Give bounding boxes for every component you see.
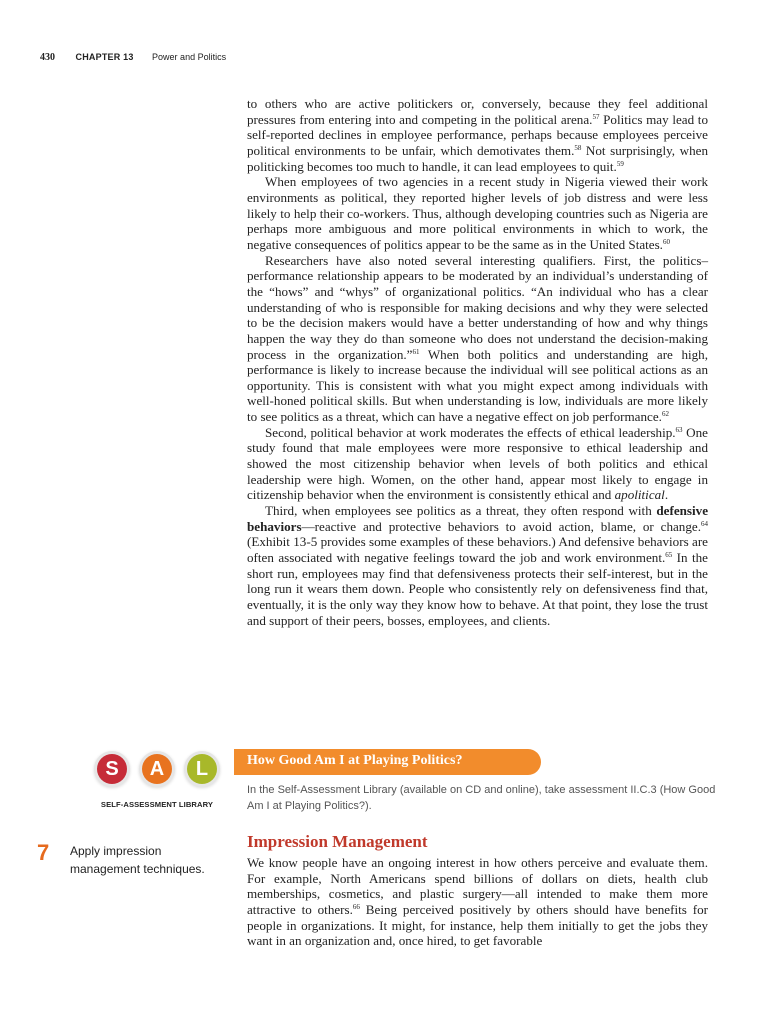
footnote-ref: 58 [574, 143, 582, 152]
text-run: Being perceived positively by others should have benefits for people in organizations. It might, for instance, help them initially to get the jobs they want in an organization and, once hired, to get favorable [247, 901, 708, 949]
text-run: . [664, 487, 669, 503]
text-run: When employees of two agencies in a recent study in Nigeria viewed their work environments as political, they reported higher levels of job distress and were less likely to help their co-workers. Thus, although developing countries such as Nigeria are perhaps more ambiguous and more political environments in which to work, the negative consequences of politics appear to be the same as in the United States. [247, 174, 708, 252]
chapter-label: CHAPTER 13 [75, 52, 134, 62]
text-run: Researchers have also noted several interesting qualifiers. First, the politics–performance relationship appears to be moderated by an individual’s understanding of the “hows” and “whys” of organizational politics. “An individual who has a clear understanding of who is responsible for making decisions and why they were selected to be the decision makers would have a better understanding of how and why things happen the way they do than someone who does not understand the decision-making process in the organization.” [247, 252, 708, 362]
key-term: defensive behaviors [247, 503, 708, 534]
text-run: to others who are active politickers or, conversely, because they feel additional pressures from entering into and competing in the political arena. [247, 96, 708, 127]
footnote-ref: 66 [352, 902, 360, 911]
footnote-ref: 64 [701, 519, 708, 528]
sal-letter-l: L [187, 754, 217, 784]
footnote-ref: 65 [665, 551, 673, 560]
footnote-ref: 59 [616, 159, 624, 168]
chapter-title: Power and Politics [152, 52, 227, 62]
sal-letter-a: A [142, 754, 172, 784]
footnote-ref: 57 [592, 112, 600, 121]
paragraph [247, 174, 708, 252]
section-text-column [247, 855, 708, 949]
paragraph [247, 503, 708, 628]
section-heading: Impression Management [247, 832, 428, 851]
text-run: One study found that male employees were more responsive to ethical leadership and showed the most citizenship behavior when levels of both politics and ethical leadership were high. Women, on the other hand, appear most likely to engage in citizenship behavior when the environment is consistently ethical and [247, 424, 708, 503]
paragraph [247, 96, 708, 174]
page-number: 430 [40, 52, 55, 63]
learning-objective-number: 7 [37, 840, 50, 865]
learning-objective-text: Apply impression management techniques. [70, 844, 205, 876]
text-run: When both politics and understanding are high, performance is likely to increase because the individual will see political actions as an opportunity. This is consistent with what you might expect among individuals with well-honed political skills. But when understanding is low, individuals are more likely to see politics as a threat, which can have a negative effect on job performance. [247, 346, 709, 425]
footnote-ref: 61 [412, 347, 420, 356]
footnote-ref: 60 [662, 237, 670, 246]
text-run: —reactive and protective behaviors to avoid action, blame, or change. [301, 518, 701, 534]
main-text-column [247, 96, 708, 628]
text-run: Politics may lead to self-reported declines in employee performance, perhaps because employees perceive political environments to be unfair, which demotivates them. [247, 111, 708, 158]
sal-letter-s: S [97, 754, 127, 784]
text-run: Second, political behavior at work moderates the effects of ethical leadership. [265, 424, 676, 440]
assessment-instructions: In the Self-Assessment Library (available on CD and online), take assessment II.C.3 (How Good Am I at Playing Politics?). [247, 784, 716, 812]
footnote-ref: 62 [661, 410, 669, 419]
text-run: In the short run, employees may find that defensiveness protects their self-interest, but in the long run it wears them down. People who consistently rely on defensiveness find that, eventually, it is the only way they know how to behave. At that point, they lose the trust and support of their peers, bosses, employees, and clients. [247, 550, 708, 628]
text-run: (Exhibit 13-5 provides some examples of these behaviors.) And defensive behaviors are often associated with negative feelings toward the job and work environment. [247, 534, 708, 566]
paragraph [247, 253, 708, 425]
paragraph [247, 855, 708, 949]
text-run: Not surprisingly, when politicking becomes too much to handle, it can lead employees to quit. [247, 142, 708, 174]
footnote-ref: 63 [675, 425, 683, 434]
text-run: We know people have an ongoing interest in how others perceive and evaluate them. For example, North Americans spend billions of dollars on diets, health club memberships, cosmetics, and plastic surgery—all intended to make them more attractive to others. [247, 855, 708, 917]
assessment-title: How Good Am I at Playing Politics? [247, 753, 463, 768]
assessment-banner [234, 749, 541, 775]
sal-caption: SELF-ASSESSMENT LIBRARY [100, 800, 214, 809]
sal-logo [92, 752, 222, 814]
paragraph [247, 425, 708, 503]
text-run: Third, when employees see politics as a threat, they often respond with [265, 503, 657, 519]
emphasis-text: apolitical [614, 487, 665, 503]
running-header [40, 52, 226, 63]
